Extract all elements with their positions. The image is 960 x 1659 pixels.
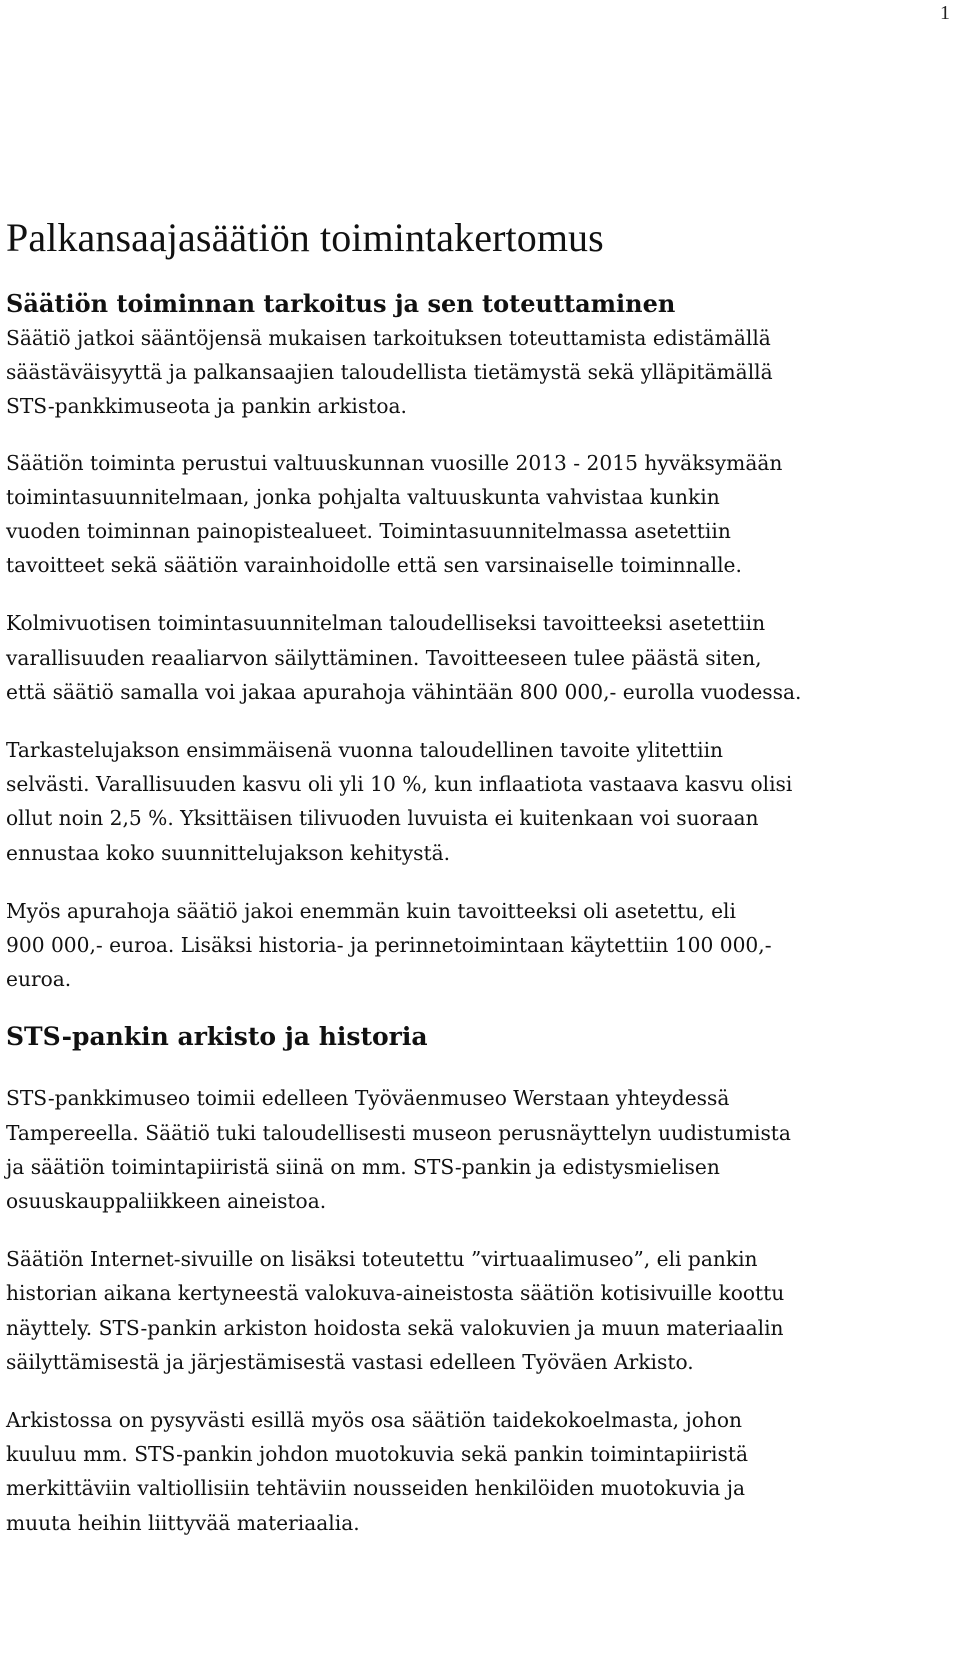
text-line: Tampereella. Säätiö tuki taloudellisesti museon perusnäyttelyn uudistumista bbox=[6, 1120, 791, 1145]
text-line: osuuskauppaliikkeen aineistoa. bbox=[6, 1189, 327, 1214]
section-heading-archive: STS-pankin arkisto ja historia bbox=[6, 1022, 428, 1052]
document-title: Palkansaajasäätiön toimintakertomus bbox=[6, 215, 604, 260]
text-line: selvästi. Varallisuuden kasvu oli yli 10 %, kun inflaatiota vastaava kasvu olisi bbox=[6, 772, 793, 797]
paragraph bbox=[6, 606, 924, 709]
page-number: 1 bbox=[940, 2, 950, 24]
text-line: ja säätiön toimintapiiristä siinä on mm. STS-pankin ja edistysmielisen bbox=[6, 1154, 720, 1179]
paragraph bbox=[6, 446, 924, 583]
text-line: ennustaa koko suunnittelujakson kehitystä. bbox=[6, 840, 451, 865]
paragraph bbox=[6, 1242, 924, 1379]
text-line: ollut noin 2,5 %. Yksittäisen tilivuoden luvuista ei kuitenkaan voi suoraan bbox=[6, 806, 759, 831]
paragraph bbox=[6, 1081, 924, 1218]
section-archive bbox=[6, 1020, 924, 1539]
text-line: kuuluu mm. STS-pankin johdon muotokuvia sekä pankin toimintapiiristä bbox=[6, 1442, 748, 1467]
text-line: varallisuuden reaaliarvon säilyttäminen. Tavoitteeseen tulee päästä siten, bbox=[6, 645, 762, 670]
text-line: Säätiön toiminta perustui valtuuskunnan vuosille 2013 - 2015 hyväksymään bbox=[6, 450, 783, 475]
document-body bbox=[6, 214, 924, 1564]
text-line: säilyttämisestä ja järjestämisestä vastasi edelleen Työväen Arkisto. bbox=[6, 1349, 694, 1374]
text-line: muuta heihin liittyvää materiaalia. bbox=[6, 1510, 360, 1535]
text-line: STS-pankkimuseota ja pankin arkistoa. bbox=[6, 394, 407, 419]
text-line: Kolmivuotisen toimintasuunnitelman taloudelliseksi tavoitteeksi asetettiin bbox=[6, 611, 766, 636]
text-line: Myös apurahoja säätiö jakoi enemmän kuin tavoitteeksi oli asetettu, eli bbox=[6, 898, 736, 923]
paragraph bbox=[6, 733, 924, 870]
text-line: säästäväisyyttä ja palkansaajien taloudellista tietämystä sekä ylläpitämällä bbox=[6, 360, 773, 385]
text-line: Tarkastelujakson ensimmäisenä vuonna taloudellinen tavoite ylitettiin bbox=[6, 738, 724, 763]
text-line: että säätiö samalla voi jakaa apurahoja vähintään 800 000,- eurolla vuodessa. bbox=[6, 679, 802, 704]
text-line: tavoitteet sekä säätiön varainhoidolle että sen varsinaiselle toiminnalle. bbox=[6, 553, 742, 578]
text-line: 900 000,- euroa. Lisäksi historia- ja perinnetoimintaan käytettiin 100 000,- bbox=[6, 933, 772, 958]
text-line: Säätiön Internet-sivuille on lisäksi toteutettu ”virtuaalimuseo”, eli pankin bbox=[6, 1247, 758, 1272]
text-line: toimintasuunnitelmaan, jonka pohjalta valtuuskunta vahvistaa kunkin bbox=[6, 484, 720, 509]
text-line: näyttely. STS-pankin arkiston hoidosta sekä valokuvien ja muun materiaalin bbox=[6, 1315, 784, 1340]
paragraph bbox=[6, 894, 924, 997]
text-line: merkittäviin valtiollisiin tehtäviin nousseiden henkilöiden muotokuvia ja bbox=[6, 1476, 746, 1501]
text-line: historian aikana kertyneestä valokuva-aineistosta säätiön kotisivuille koottu bbox=[6, 1281, 785, 1306]
text-line: STS-pankkimuseo toimii edelleen Työväenmuseo Werstaan yhteydessä bbox=[6, 1086, 730, 1111]
section-heading-purpose: Säätiön toiminnan tarkoitus ja sen toteuttaminen bbox=[6, 289, 676, 318]
text-line: Säätiö jatkoi sääntöjensä mukaisen tarkoituksen toteuttamista edistämällä bbox=[6, 326, 771, 350]
section-purpose bbox=[6, 287, 924, 996]
text-line: Arkistossa on pysyvästi esillä myös osa säätiön taidekokoelmasta, johon bbox=[6, 1408, 743, 1433]
paragraph bbox=[6, 1403, 924, 1540]
text-line: vuoden toiminnan painopistealueet. Toimintasuunnitelmassa asetettiin bbox=[6, 519, 731, 544]
text-line: euroa. bbox=[6, 967, 72, 992]
paragraph bbox=[6, 321, 924, 424]
